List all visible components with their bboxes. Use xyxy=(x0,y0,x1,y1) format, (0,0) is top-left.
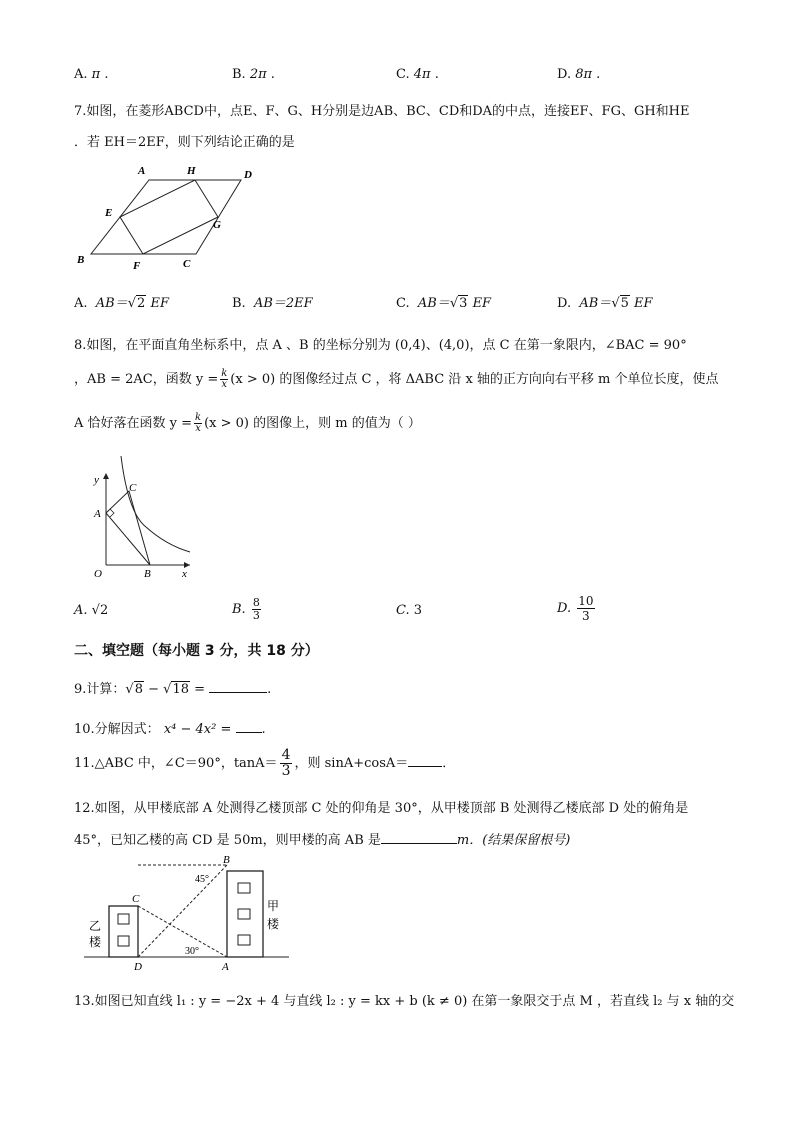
label-jia: 甲 xyxy=(267,899,280,913)
line-bd xyxy=(138,865,227,957)
q6-option-a: A. π . xyxy=(74,67,109,82)
label-45: 45° xyxy=(195,874,209,885)
window xyxy=(238,883,250,893)
q10-answer-blank xyxy=(236,732,262,733)
q6-option-c: C. 4π . xyxy=(396,67,439,82)
label-e: E xyxy=(105,207,113,219)
y-axis-arrow xyxy=(103,473,109,479)
label-c: C xyxy=(183,258,191,270)
q8-option-a: A. √2 xyxy=(74,603,109,618)
q7-rhombus-figure xyxy=(70,160,270,275)
q8-text-line1: 8.如图，在平面直角坐标系中，点 A 、B 的坐标分别为 (0,4)、(4,0)，点 C 在第一象限内，∠BAC = 90° xyxy=(74,338,687,353)
right-angle-mark xyxy=(110,509,114,517)
window xyxy=(118,936,129,946)
label-a: A xyxy=(222,961,229,973)
label-lou: 楼 xyxy=(267,917,280,931)
q11-answer-blank xyxy=(408,766,442,767)
triangle-abc xyxy=(106,491,150,565)
q7-option-c: C. AB＝√3 EF xyxy=(396,296,492,311)
hyperbola-curve xyxy=(121,456,190,552)
q12-text-line1: 12.如图，从甲楼底部 A 处测得乙楼顶部 C 处的仰角是 30°，从甲楼顶部 B 处测得乙楼底部 D 处的俯角是 xyxy=(74,801,689,816)
section-2-heading: 二、填空题（每小题 3 分，共 18 分） xyxy=(74,643,319,659)
label-o: O xyxy=(94,568,102,580)
q8-option-d: D. $\frac{10}{3}$ xyxy=(557,594,594,623)
q12-text-line2: 45°，已知乙楼的高 CD 是 50m，则甲楼的高 AB 是 m．(结果保留根号) xyxy=(74,833,571,848)
label-30: 30° xyxy=(185,946,199,957)
label-d: D xyxy=(134,961,142,973)
q10-text: 10.分解因式： x⁴ − 4x² = . xyxy=(74,722,266,737)
q7-option-b: B. AB＝2EF xyxy=(232,296,313,311)
label-b: B xyxy=(77,254,85,266)
q9-text: 9.计算：√8 − √18 = . xyxy=(74,682,272,697)
q7-option-a: A. AB＝√2 EF xyxy=(74,296,169,311)
label-lou: 楼 xyxy=(89,935,102,949)
q6-option-b: B. 2π . xyxy=(232,67,275,82)
line-ca xyxy=(138,906,227,957)
q8-coordinate-figure xyxy=(86,453,196,583)
q12-buildings-figure xyxy=(84,850,304,975)
label-y: y xyxy=(94,474,99,486)
q8-option-c: C. 3 xyxy=(396,603,423,618)
label-c: C xyxy=(129,482,137,494)
q7-text-line1: 7.如图，在菱形ABCD中，点E、F、G、H分别是边AB、BC、CD和DA的中点，连接EF、FG、GH和HE xyxy=(74,104,690,119)
label-f: F xyxy=(133,260,141,272)
q8-text-line2: ，AB = 2AC，函数 y = $\frac{k}{x}$ (x > 0) 的图像经过点 C ，将 ΔABC 沿 x 轴的正方向向右平移 m 个单位长度，使点 xyxy=(74,368,719,390)
label-d: D xyxy=(244,169,252,181)
label-a: A xyxy=(94,508,101,520)
building-jia xyxy=(227,871,263,957)
label-b: B xyxy=(144,568,151,580)
q7-option-d: D. AB＝√5 EF xyxy=(557,296,653,311)
label-a: A xyxy=(138,165,146,177)
label-b: B xyxy=(223,854,230,866)
q6-option-d: D. 8π . xyxy=(557,67,601,82)
label-c: C xyxy=(132,893,140,905)
window xyxy=(118,914,129,924)
label-h: H xyxy=(187,165,196,177)
label-x: x xyxy=(182,568,187,580)
q13-text-line1: 13.如图已知直线 l₁ : y = −2x + 4 与直线 l₂ : y = kx + b (k ≠ 0) 在第一象限交于点 M ，若直线 l₂ 与 x 轴的交 xyxy=(74,994,735,1009)
q8-option-b: B. $\frac{8}{3}$ xyxy=(232,596,260,622)
q12-answer-blank xyxy=(381,843,457,844)
q7-text-line2: ．若 EH＝2EF，则下列结论正确的是 xyxy=(74,135,295,150)
label-g: G xyxy=(213,219,221,231)
q11-text: 11.△ABC 中，∠C＝90°，tanA＝ $\frac{4}{3}$ ，则 sinA+cosA＝ ． xyxy=(74,747,456,779)
q9-answer-blank xyxy=(209,692,267,693)
window xyxy=(238,935,250,945)
window xyxy=(238,909,250,919)
q8-text-line3: A 恰好落在函数 y = $\frac{k}{x}$ (x > 0) 的图像上，则 m 的值为（ ） xyxy=(74,412,421,434)
label-yi: 乙 xyxy=(89,919,102,933)
